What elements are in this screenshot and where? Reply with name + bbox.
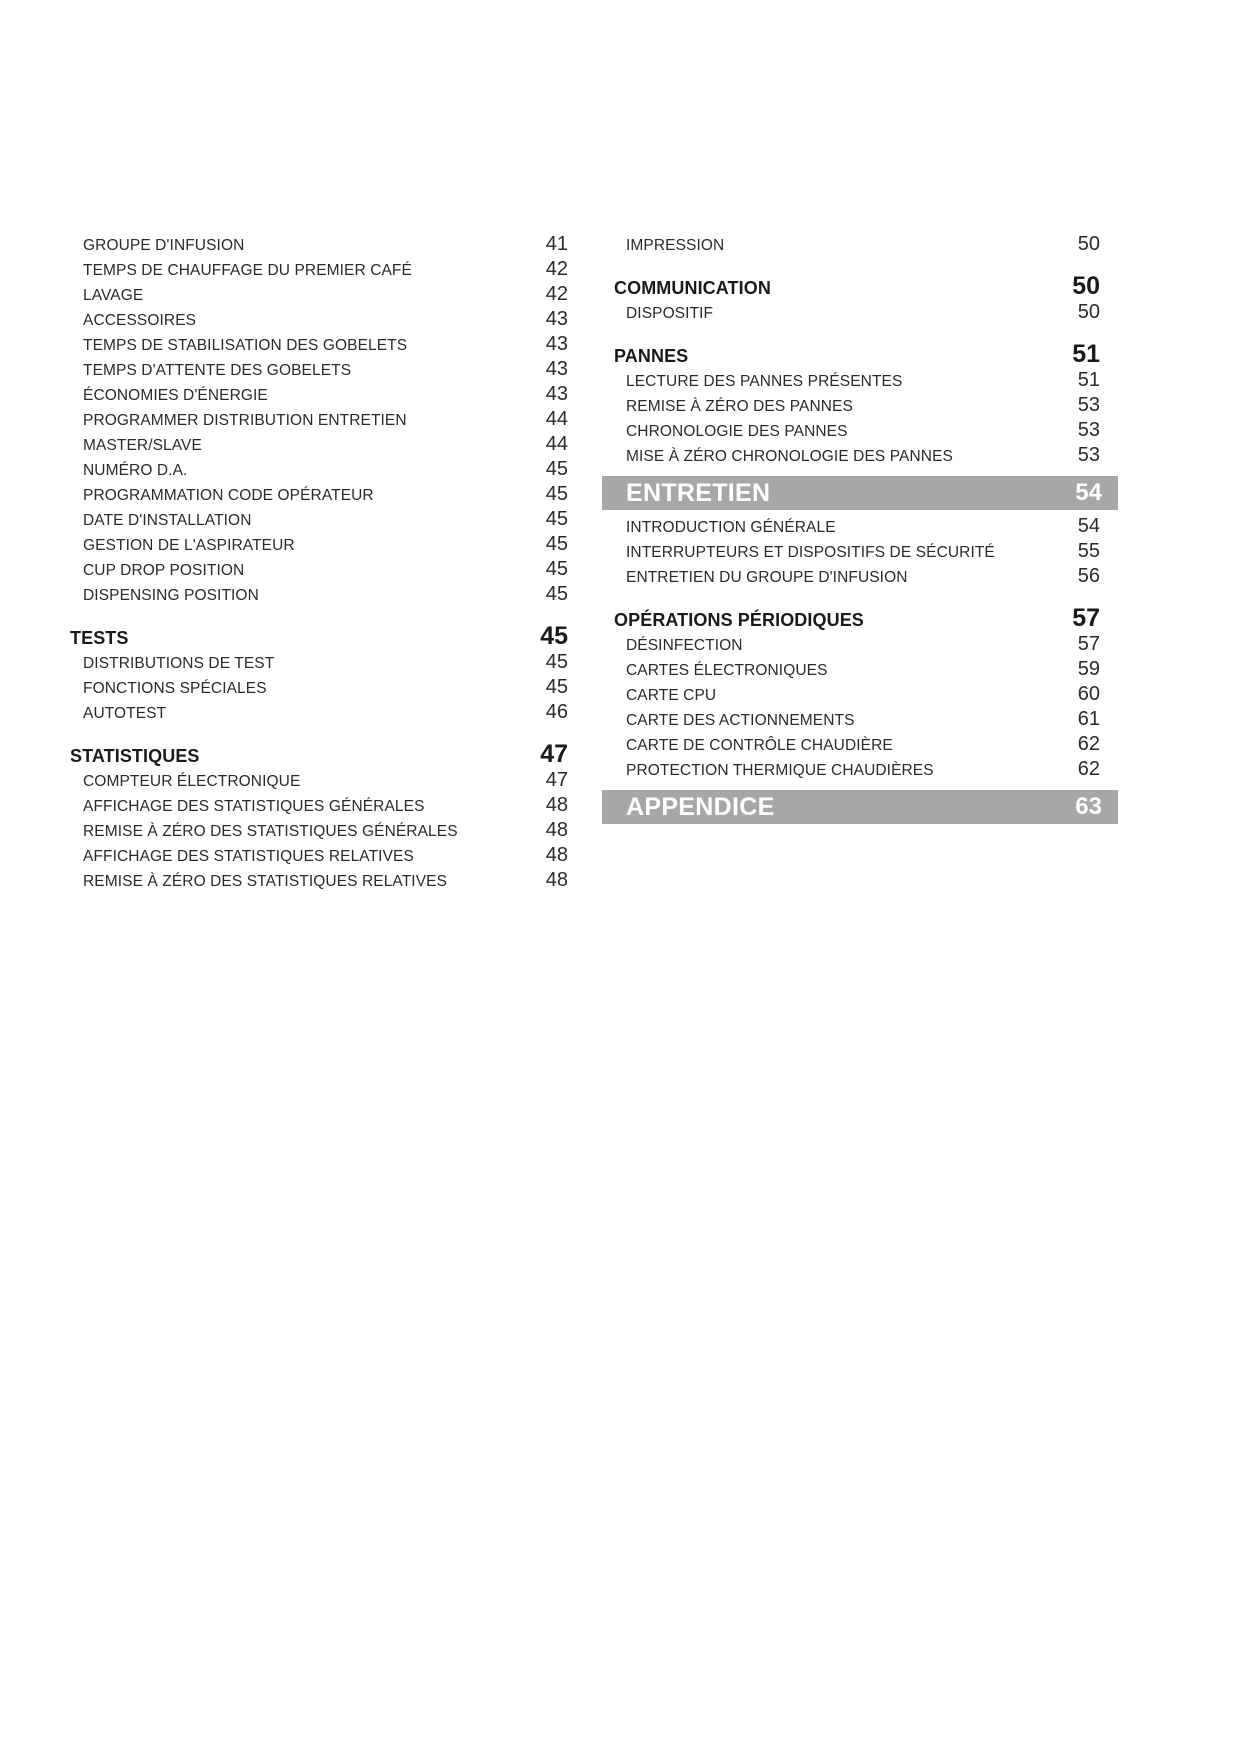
toc-entry-label: REMISE À ZÉRO DES PANNES	[626, 398, 853, 415]
toc-entry-page: 46	[545, 701, 568, 723]
toc-entry-page: 45	[545, 533, 568, 555]
section-heading-page: 50	[1072, 272, 1100, 300]
toc-entry-label: GESTION DE L'ASPIRATEUR	[83, 537, 295, 554]
toc-entry[interactable]	[602, 682, 1118, 707]
toc-entry-page: 45	[545, 508, 568, 530]
toc-left-column	[70, 232, 568, 893]
toc-entry[interactable]	[70, 432, 568, 457]
toc-entry[interactable]	[70, 332, 568, 357]
toc-entry-label: CARTES ÉLECTRONIQUES	[626, 662, 828, 679]
toc-entry-label: DATE D'INSTALLATION	[83, 512, 252, 529]
chapter-band-label: ENTRETIEN	[626, 479, 771, 507]
toc-entry[interactable]	[70, 793, 568, 818]
toc-entry[interactable]	[70, 457, 568, 482]
toc-entry[interactable]	[70, 557, 568, 582]
toc-entry-label: REMISE À ZÉRO DES STATISTIQUES RELATIVES	[83, 873, 448, 890]
toc-entry-page: 44	[545, 433, 568, 455]
toc-entry-page: 48	[545, 869, 568, 891]
toc-entry-page: 61	[1077, 708, 1100, 730]
toc-entry-label: DISTRIBUTIONS DE TEST	[83, 655, 275, 672]
toc-entry-page: 47	[545, 769, 568, 791]
toc-entry[interactable]	[70, 768, 568, 793]
toc-entry-label: MASTER/SLAVE	[83, 437, 202, 454]
toc-entry-label: DISPOSITIF	[626, 305, 714, 322]
toc-entry[interactable]	[70, 818, 568, 843]
toc-entry-page: 42	[545, 258, 568, 280]
toc-group-impression	[602, 232, 1118, 257]
toc-entry[interactable]	[70, 232, 568, 257]
section-heading-label: STATISTIQUES	[70, 746, 200, 766]
section-heading-page: 47	[540, 740, 568, 768]
toc-entry-label: AFFICHAGE DES STATISTIQUES GÉNÉRALES	[83, 798, 425, 815]
chapter-band-label: APPENDICE	[626, 793, 775, 821]
toc-chapter-appendice	[602, 790, 1118, 824]
toc-entry-label: IMPRESSION	[626, 237, 725, 254]
toc-entry-page: 43	[545, 383, 568, 405]
toc-entry-page: 48	[545, 844, 568, 866]
toc-entry[interactable]	[602, 232, 1118, 257]
toc-entry[interactable]	[70, 532, 568, 557]
toc-entry-page: 53	[1077, 394, 1100, 416]
toc-entry-label: TEMPS DE STABILISATION DES GOBELETS	[83, 337, 408, 354]
toc-entry-label: CUP DROP POSITION	[83, 562, 245, 579]
toc-entry[interactable]	[70, 307, 568, 332]
chapter-band-page: 54	[1075, 479, 1102, 506]
section-heading-label: PANNES	[614, 346, 689, 366]
toc-entry-label: MISE À ZÉRO CHRONOLOGIE DES PANNES	[626, 448, 953, 465]
toc-entry-label: FONCTIONS SPÉCIALES	[83, 680, 267, 697]
section-heading-pannes[interactable]	[602, 340, 1118, 368]
toc-entry[interactable]	[70, 675, 568, 700]
toc-entry-label: PROTECTION THERMIQUE CHAUDIÈRES	[626, 762, 934, 779]
toc-entry-page: 48	[545, 819, 568, 841]
toc-entry-page: 42	[545, 283, 568, 305]
toc-entry-page: 45	[545, 651, 568, 673]
toc-entry[interactable]	[602, 757, 1118, 782]
toc-group-reglages	[70, 232, 568, 607]
toc-entry-page: 43	[545, 308, 568, 330]
toc-entry-page: 45	[545, 583, 568, 605]
toc-entry-page: 45	[545, 458, 568, 480]
toc-entry-page: 44	[545, 408, 568, 430]
toc-entry[interactable]	[602, 707, 1118, 732]
toc-entry-label: INTERRUPTEURS ET DISPOSITIFS DE SÉCURITÉ	[626, 544, 995, 561]
toc-entry[interactable]	[70, 282, 568, 307]
toc-entry-page: 53	[1077, 444, 1100, 466]
toc-entry-label: PROGRAMMATION CODE OPÉRATEUR	[83, 487, 374, 504]
toc-entry[interactable]	[70, 700, 568, 725]
toc-entry-label: TEMPS D'ATTENTE DES GOBELETS	[83, 362, 352, 379]
toc-entry-label: LAVAGE	[83, 287, 144, 304]
toc-entry-label: TEMPS DE CHAUFFAGE DU PREMIER CAFÉ	[83, 262, 412, 279]
toc-entry-label: AFFICHAGE DES STATISTIQUES RELATIVES	[83, 848, 414, 865]
toc-entry-label: CHRONOLOGIE DES PANNES	[626, 423, 848, 440]
toc-entry-label: ACCESSOIRES	[83, 312, 197, 329]
section-heading-statistiques[interactable]	[70, 740, 568, 768]
toc-entry-label: INTRODUCTION GÉNÉRALE	[626, 519, 836, 536]
toc-entry-label: NUMÉRO D.A.	[83, 462, 188, 479]
toc-entry[interactable]	[70, 382, 568, 407]
section-heading-communication[interactable]	[602, 272, 1118, 300]
toc-entry[interactable]	[602, 657, 1118, 682]
toc-right-column	[602, 232, 1118, 828]
toc-entry-page: 55	[1077, 540, 1100, 562]
section-heading-page: 57	[1072, 604, 1100, 632]
section-heading-page: 45	[540, 622, 568, 650]
toc-entry-label: CARTE DE CONTRÔLE CHAUDIÈRE	[626, 737, 893, 754]
toc-entry[interactable]	[70, 357, 568, 382]
toc-entry-page: 53	[1077, 419, 1100, 441]
toc-entry[interactable]	[70, 257, 568, 282]
toc-entry-page: 59	[1077, 658, 1100, 680]
toc-entry-label: CARTE CPU	[626, 687, 717, 704]
toc-section-pannes	[602, 340, 1118, 468]
toc-section-statistiques	[70, 740, 568, 893]
toc-section-communication	[602, 272, 1118, 325]
toc-entry-label: AUTOTEST	[83, 705, 167, 722]
toc-entry[interactable]	[602, 564, 1118, 589]
section-heading-label: TESTS	[70, 628, 129, 648]
toc-entry[interactable]	[602, 393, 1118, 418]
toc-entry-label: DÉSINFECTION	[626, 637, 743, 654]
toc-entry-page: 50	[1077, 301, 1100, 323]
chapter-band-appendice[interactable]	[602, 790, 1118, 824]
toc-entry-page: 43	[545, 358, 568, 380]
chapter-band-entretien[interactable]	[602, 476, 1118, 510]
toc-entry[interactable]	[70, 843, 568, 868]
toc-entry-page: 45	[545, 483, 568, 505]
toc-entry-label: REMISE À ZÉRO DES STATISTIQUES GÉNÉRALES	[83, 823, 458, 840]
toc-entry-page: 45	[545, 676, 568, 698]
toc-entry-page: 41	[545, 233, 568, 255]
toc-section-tests	[70, 622, 568, 725]
toc-entry[interactable]	[602, 514, 1118, 539]
toc-entry-page: 54	[1077, 515, 1100, 537]
toc-entry-page: 62	[1077, 758, 1100, 780]
toc-entry-label: LECTURE DES PANNES PRÉSENTES	[626, 373, 903, 390]
toc-entry[interactable]	[602, 368, 1118, 393]
section-heading-label: COMMUNICATION	[614, 278, 771, 298]
toc-entry-page: 51	[1077, 369, 1100, 391]
chapter-band-page: 63	[1075, 793, 1102, 820]
toc-entry[interactable]	[70, 650, 568, 675]
toc-entry-page: 45	[545, 558, 568, 580]
toc-entry-label: DISPENSING POSITION	[83, 587, 259, 604]
toc-entry[interactable]	[70, 482, 568, 507]
toc-entry-label: PROGRAMMER DISTRIBUTION ENTRETIEN	[83, 412, 407, 429]
toc-entry-page: 57	[1077, 633, 1100, 655]
toc-entry[interactable]	[602, 732, 1118, 757]
toc-entry-label: ÉCONOMIES D'ÉNERGIE	[83, 387, 268, 404]
toc-entry-label: CARTE DES ACTIONNEMENTS	[626, 712, 855, 729]
toc-entry-page: 50	[1077, 233, 1100, 255]
toc-entry[interactable]	[602, 418, 1118, 443]
toc-entry[interactable]	[70, 507, 568, 532]
toc-entry[interactable]	[70, 407, 568, 432]
toc-entry-label: ENTRETIEN DU GROUPE D'INFUSION	[626, 569, 908, 586]
toc-entry-page: 48	[545, 794, 568, 816]
toc-entry[interactable]	[602, 632, 1118, 657]
toc-entry-label: COMPTEUR ÉLECTRONIQUE	[83, 773, 301, 790]
toc-entry-label: GROUPE D'INFUSION	[83, 237, 245, 254]
section-heading-page: 51	[1072, 340, 1100, 368]
toc-entry-page: 56	[1077, 565, 1100, 587]
section-heading-tests[interactable]	[70, 622, 568, 650]
section-heading-label: OPÉRATIONS PÉRIODIQUES	[614, 610, 864, 630]
toc-section-operations-periodiques	[602, 604, 1118, 782]
toc-entry[interactable]	[70, 582, 568, 607]
toc-chapter-entretien	[602, 476, 1118, 589]
toc-entry[interactable]	[70, 868, 568, 893]
toc-entry[interactable]	[602, 443, 1118, 468]
toc-entry[interactable]	[602, 300, 1118, 325]
toc-entry[interactable]	[602, 539, 1118, 564]
toc-entry-page: 62	[1077, 733, 1100, 755]
section-heading-operations-periodiques[interactable]	[602, 604, 1118, 632]
toc-entry-page: 43	[545, 333, 568, 355]
toc-entry-page: 60	[1077, 683, 1100, 705]
